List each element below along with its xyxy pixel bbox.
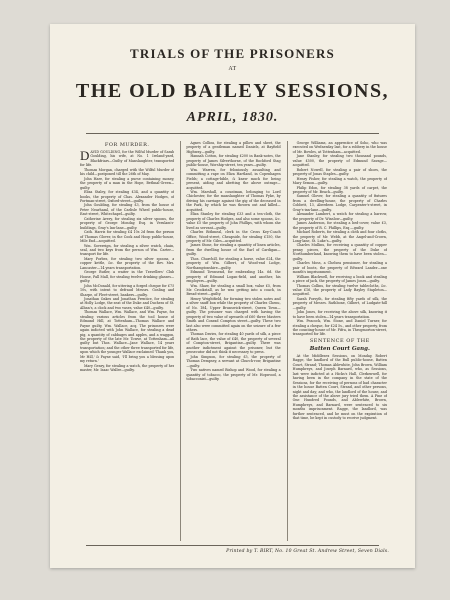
top-rule: [86, 133, 379, 134]
bottom-rule: [86, 545, 379, 546]
case-entry: Hannah Cotton, for stealing £200 in Bank-notes, the property of James Silverthorne, of the Rochford Stag public-house, Worship-street, ten years—guilty.: [186, 154, 281, 168]
case-entry: Wm. Warren, for feloniously assaulting and committing a rape on Eliza Hartland, in Copenhagen Fields; a cottage-bible, & knew much for being present, aiding and abetting the above outrage—acquitted.: [186, 167, 281, 190]
case-entry: Henry Fisher, for stealing a watch, the property of Mary Semon—guilty.: [292, 176, 387, 186]
case-entry: Alexander Lambert, a watch for stealing a barrow, the property of Dr. Winslow—guilty.: [292, 212, 387, 221]
drop-cap: D: [80, 148, 90, 163]
case-entry: Mary Forbes, for stealing two silver spoons, a copper kettle, &c. the property of the Rev. Mrs. Lancaster—14 years transportation.: [80, 256, 175, 270]
case-entry: Thos. Churchill, for stealing a horse, value £24, the property of Wm. Gilbert, of Wood-end Lodge, Northamptonshire—guilty.: [186, 256, 281, 270]
case-entry: Edmund Townsend, for embezzling 14s. 6d. the property of Edmund Logan-field, and another, his employers—guilty.: [186, 270, 281, 284]
case-entry: James Anderson, for stealing a bed-cover, value £3, the property of R. C. Phillips, Esq.—guilty.: [292, 221, 387, 230]
case-entry: Wm. Marshall, a countman, belonging to Lord Chichester, for the manslaughter of Thomas Pyke, by driving his carriage against the gig of the deceased in the Park, by which he was thrown out and killed—acquitted.: [186, 189, 281, 212]
case-entry: Wm. Peacock, Wm. Stone, and Daniel Turner, for stealing a cheque, for £24 5s., and other property, from the counting-house of Mr. Fifra, in Throgmorton-street, transported for life.: [292, 319, 387, 337]
case-entry: Jonathan Oakes and Jonathan Prentice, for stealing at Holly Lodge, the seat of the Duke and Duchess of St. Alban's, a clock and two vases, value £40—guilty.: [80, 296, 175, 310]
first-entry: [80, 150, 174, 168]
column-1: [80, 141, 174, 541]
column-2: [180, 141, 280, 541]
text-columns: [80, 141, 387, 541]
sentence-paragraph: At the Middlesex Sessions, on Monday, Robert Ragge, the landlord of the Bull public-house, Batten Court, Strand; Thomas Ablewhite, John Brown, William Humphreys, and Joseph Barnard, who, as Sessions, last were indicted at a Hicks's Hall, Clerkenwell, for having been in the company in the state of the Sessions, for the receiving of persons of bad character in the house Batten Court, Strand, and other persons, night and day; and who, the landlord of the house, and the assistance of the above jury tried them. A Fine of One Hundred Pounds, and Ablewhite, Brown, Humphreys, and Barnard, were sentenced to six months imprisonment. Ragge, the landlord, was further sentenced, and he must on the expiration of that time, be kept in custody to receive judgment.: [292, 353, 387, 421]
case-entry: John Simpson, for stealing £5, the property of Thomas Dempsey, a servant at Church-row, Brigantine—guilty.: [186, 354, 281, 368]
sessions-heading: THE OLD BAILEY SESSIONS,: [75, 80, 390, 102]
case-entry: Wm. Shaw, for stealing a small box, value £5, from Mr. Crookstall, as he was getting into a coach, in Bread-street—guilty.: [186, 283, 281, 297]
case-entry: Philip Edon, for stealing 38 yards of carpet, the property of Mr. Beach—guilty.: [292, 185, 387, 194]
gang-subheading: Batten Court Gang.: [309, 345, 370, 352]
column-3-entries: [293, 141, 387, 337]
column-3: [287, 141, 387, 541]
case-entry: Thomas Wallace, Wm. Wallace, and Wm. Payne, for stealing various articles from the tool house of Edmund Hill, at Tottenham—Thomas Wallace and Payne guilty, Wm. Wallace, acq. The prisoners were again indicted with John Wallace, for stealing a dead pig, a quantity of cabbages and apples, and a waggon, the property of the late Mr. Towse, at Tottenham—all guilty but Thos. Wallace—Jane Wallace, 14 years transportation; and the other three transported for life, upon which the younger Wallace exclaimed 'Thank you, Mr Hill,' & Payne said, 'I'll bring you a blessing upon my return.': [80, 310, 175, 364]
case-entry: Thomas Davies, for stealing 40 yards of silk, a piece of Bath lace, the value of £40, the property of several of Compton-street, Brigantine—guilty. There was another indictment against the prisoner, but the prosecutor did not think it necessary to press.: [186, 332, 281, 355]
murder-heading: FOR MURDER.: [104, 142, 150, 148]
case-entry: Wm. Sovereign, for stealing a silver watch, chain, seal, and two keys from the person of Wm. Carter—transport for life.: [80, 243, 175, 257]
first-entry-text: AVID GOULDING, for the Wilful Murder of Sarah Goulding, his wife, at No. 1 Ireland-yard, Blackfriars—Guilty of Manslaughter, transported for life.: [80, 150, 175, 168]
at-label: AT: [228, 66, 237, 72]
column-1-entries: [80, 168, 174, 373]
case-entry: Charles Mullins, for receiving a quantity of copper penny pieces, the property of the Duke of Northumberland, knowing them to have been stolen—guilty.: [292, 243, 387, 261]
case-entry: Mary Genry, for stealing a watch, the property of her master, Mr. Isaac Waller—guilty.: [80, 363, 175, 373]
printed-sheet: [50, 24, 415, 568]
case-entry: William Blackwell, for receiving a book and stealing a piece of jack, the property of James Jones—guilty.: [292, 274, 387, 284]
case-entry: Thomas Morgan, charged with the Wilful Murder of his child—postponed till the 26th of May.: [80, 167, 175, 177]
case-entry: George Butler, a waiter in the Travellers' Club House, Pall Mall, for stealing twelve drinking glasses—guilty.: [80, 270, 175, 284]
case-entry: John Jones, for receiving the above silk, knowing it to have been stolen—14 years transportation.: [292, 310, 387, 319]
date-heading: APRIL, 1830.: [186, 110, 279, 125]
document-title: TRIALS OF THE PRISONERS: [130, 46, 335, 61]
case-entry: Charles Moss, a Chelsea pensioner, for stealing a pair of boots, the property of Edward Lander—one month's imprisonment.: [292, 261, 387, 275]
case-entry: John McDonald, for uttering a forged cheque for £75 10s, with intent to defraud Messrs. Gosling and Sharpe, of Fleet-street, bankers—guilty.: [80, 283, 175, 297]
column-2-entries: [186, 141, 280, 381]
case-entry: Catherine Avery, for stealing six silver spoons, the property of George Monday, Esq. in Verulam's-buildings, Gray's Inn-lane—guilty.: [80, 216, 175, 230]
case-entry: James Stone, for stealing a quantity of linen articles, from the dwelling house of the Earl of Cardigan—guilty.: [186, 243, 281, 257]
printer-imprint: Printed by T. BIRT, No. 10 Great St. Andrew Street, Seven Dials.: [226, 549, 389, 554]
case-entry: Agnes Collins, for stealing a pillow and sheet, the property of a gentleman named Daniels, at Bayfield Highway—guilty.: [186, 141, 281, 154]
case-entry: Charles Bithmeal, clerk in the Cross Key-Coach Office, Wood-street, Cheapside, for stealing £150, the property of Mr. Giles—acquitted.: [186, 230, 281, 243]
case-entry: George Williams, an apprentice of Soho, who was executed on Wednesday last, for a robbery in the house of Mr. Bowles, at Tottenham—acquitted.: [292, 141, 387, 154]
sentence-heading: SENTENCE OF THE: [309, 337, 370, 344]
case-entry: Sarah Forsyth, for stealing fifty yards of silk, the property of Messrs. Rathbone, Gilbert, of Ludgate-hill—guilty.: [292, 296, 387, 310]
case-entry: Thomas Collins, for stealing twelve tablecloths, &c. value £16, the property of Lady Bayley Stapleton—acquitted.: [292, 283, 387, 297]
case-entry: Robert Nowell, for stealing a pair of shoes, the property of Jonas Staples—guilty.: [292, 167, 387, 177]
case-entry: Michael Roberts, for stealing a cloth and four cloths, the property of Mr. Webb, at the Angel-and-Crown, Long-lane, St. Luke's—guilty.: [292, 230, 387, 243]
case-entry: Eliza Stanley for stealing £33 and a ten-cloth, the property of Charles Hodges, and also some spoons, &c. value £5 the property of John Phillips, with whom she lived as servant—guilty.: [186, 212, 281, 230]
case-entry: Two natives named Bishop and Wood, for stealing a quantity of tobacco, the property of Mr. Hopwood, a tobacconist—guilty.: [186, 368, 281, 382]
case-entry: Samuel Glover, for stealing a quantity of fixtures from a dwelling-house, the property of Charles Cobbett, 13, Aberdeen Lodge, Carpenter's-street, in Gray's-inn-lane—guilty.: [292, 194, 387, 212]
case-entry: Jane Stanley, for stealing two thousand pounds, value £500, the property of Edmund Savage—acquitted.: [292, 154, 387, 168]
case-entry: John Hare, for stealing a purse containing money, the property of a man in the Hope, Bethnal-Green—guilty.: [80, 176, 175, 190]
case-entry: Henry Wrightfield, for forming two stolen notes and a silver snuff box while the property of Charles Chenu, of No. 184, Upper Brunswick-street, Queen Town—guilty. The prisoner was charged with having the property of two value of upwards of £60 three Masters Smith and Conrad Compton street—guilty. These two last also were committed again on the seizure of a few others.: [186, 296, 281, 333]
case-entry: John Goulding, for stealing £3, from the house of Peter Nearhaml, of the Carlisle Wheel public-house, East-street, Whitechapel—guilty.: [80, 203, 175, 217]
case-entry: Cath. Harris for stealing £4 10s 2d from the person of Thomas Glover, in the Cook and Hoop public-house, Mile End—acquitted.: [80, 230, 175, 244]
case-entry: Eliza Staley, for stealing £34, and a quantity of books, the property of Chas. Alexander Hodges, of Portman-street, Oxford-street—guilty.: [80, 190, 175, 203]
